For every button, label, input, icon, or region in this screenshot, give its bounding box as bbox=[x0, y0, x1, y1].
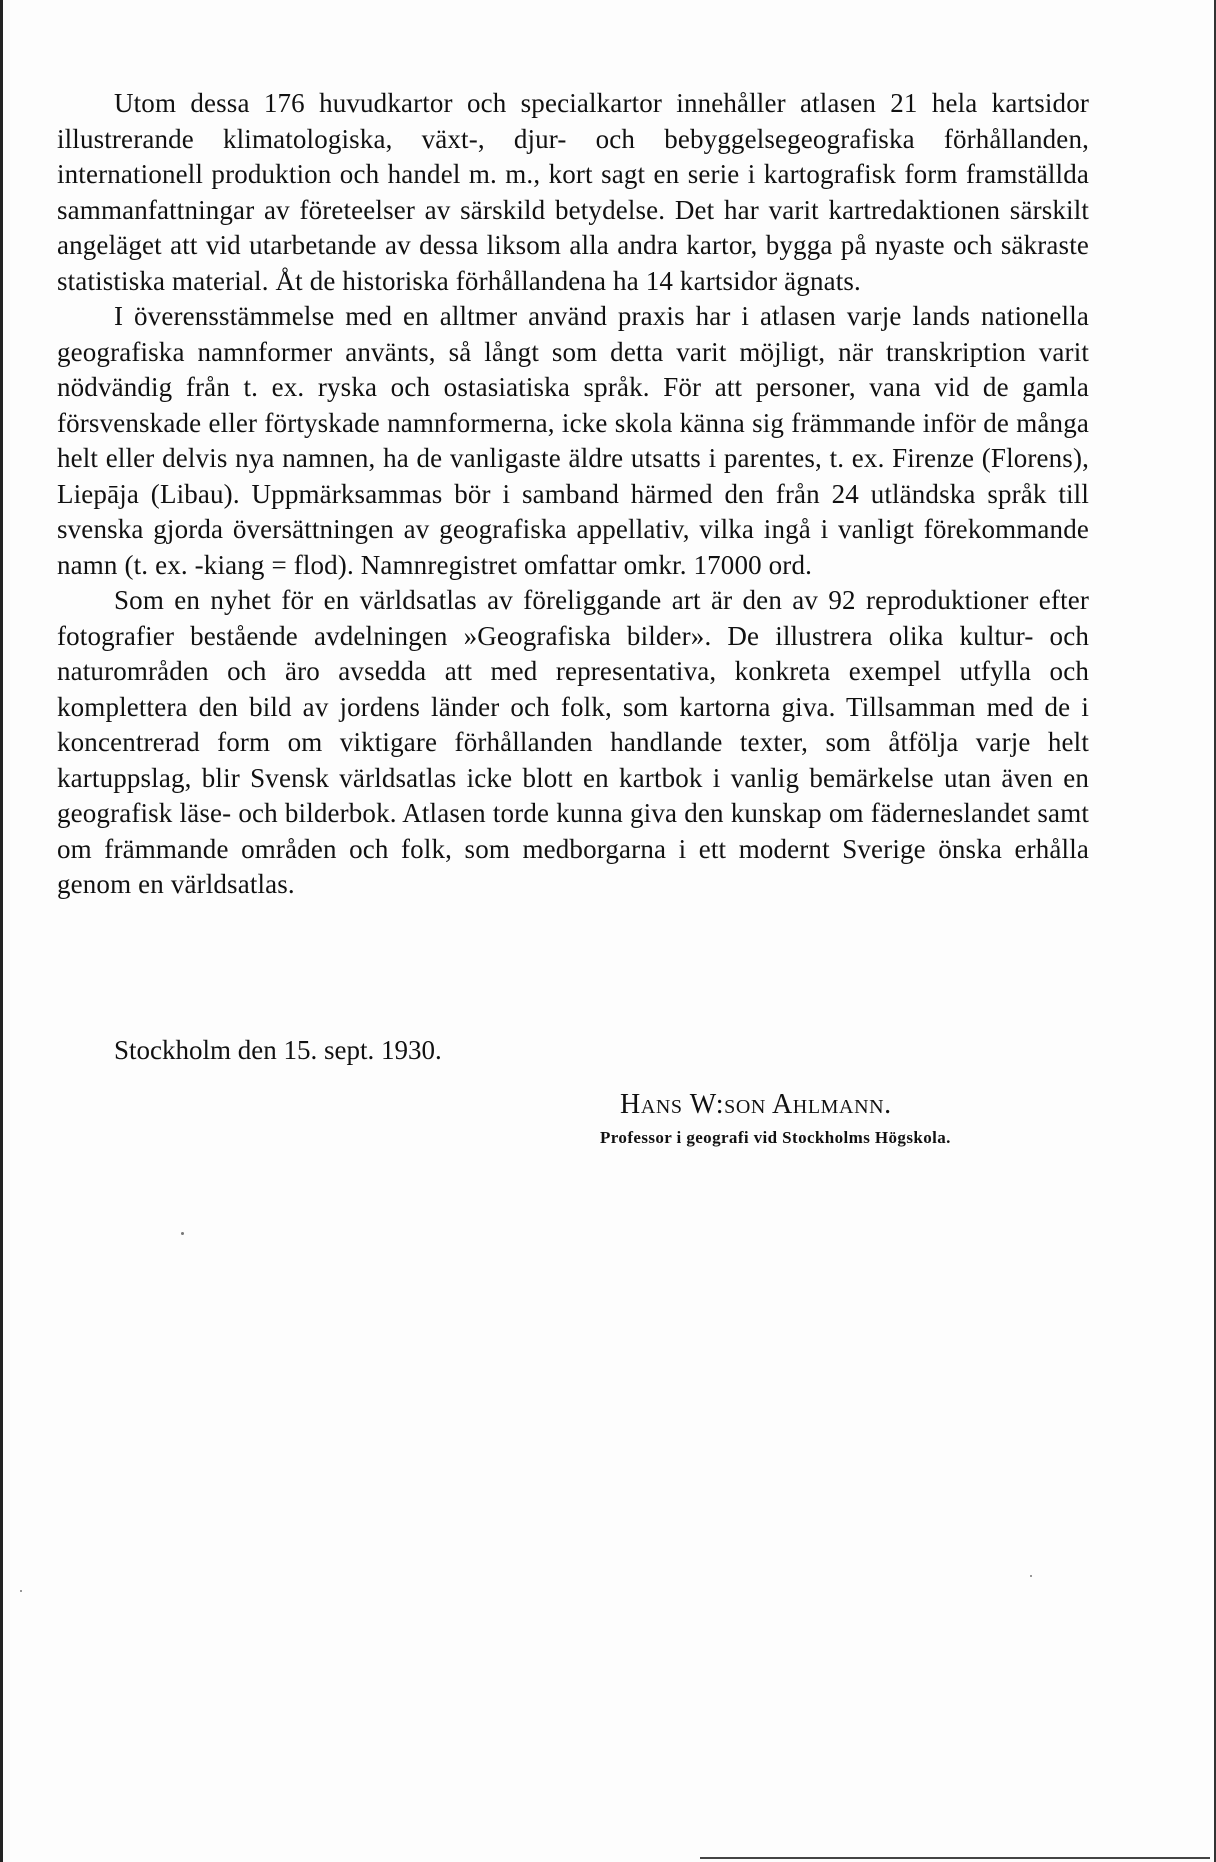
signature-name: Hans W:son Ahlmann. bbox=[620, 1089, 892, 1120]
paragraph-3: Som en nyhet för en världsatlas av föreliggande art är den av 92 reproduktioner efter fotografier bestående avdelningen »Geografiska bilder». De illustrera olika kultur- och naturområden och äro avsedda att med representativa, konkreta exempel utfylla och komplettera den bild av jordens länder och folk, som kartorna giva. Tillsamman med de i koncentrerad form om viktigare förhållanden handlande texter, som åtfölja varje helt kartuppslag, blir Svensk världsatlas icke blott en kartbok i vanlig bemärkelse utan även en geografisk läse- och bilderbok. Atlasen torde kunna giva den kunskap om fäderneslandet samt om främmande områden och folk, som medborgarna i ett modernt Sverige önska erhålla genom en världsatlas. bbox=[57, 585, 1089, 899]
scan-speck bbox=[181, 1232, 184, 1235]
paragraph-2: I överensstämmelse med en alltmer använd praxis har i atlasen varje lands nationella geografiska namnformer använts, så långt som detta varit möjligt, när transkription varit nödvändig från t. ex. ryska och ostasiatiska språk. För att personer, vana vid de gamla försvenskade eller förtyskade namnformerna, icke skola känna sig främmande inför de många helt eller delvis nya namnen, ha de vanligaste äldre utsatts i parentes, t. ex. Firenze (Florens), Liepāja (Libau). Uppmärksammas bör i samband härmed den från 24 utländska språk till svenska gjorda översättningen av geografiska appellativ, vilka ingå i vanligt förekommande namn (t. ex. -kiang = flod). Namnregistret omfattar omkr. 17000 ord. bbox=[57, 301, 1089, 580]
bottom-rule bbox=[700, 1857, 1210, 1859]
paragraph-1: Utom dessa 176 huvudkartor och specialkartor innehåller atlasen 21 hela kartsidor illustrerande klimatologiska, växt-, djur- och bebyggelsegeografiska förhållanden, internationell produktion och handel m. m., kort sagt en serie i kartografisk form framställda sammanfattningar av företeelser av särskild betydelse. Det har varit kartredaktionen särskilt angeläget att vid utarbetande av dessa liksom alla andra kartor, bygga på nyaste och säkraste statistiska material. Åt de historiska förhållandena ha 14 kartsidor ägnats. bbox=[57, 88, 1089, 296]
place-and-date: Stockholm den 15. sept. 1930. bbox=[114, 1035, 442, 1065]
page-left-border bbox=[0, 0, 3, 1862]
body-text bbox=[57, 86, 1089, 903]
scan-speck bbox=[20, 1590, 22, 1592]
scan-speck bbox=[1030, 1575, 1032, 1577]
signature-title: Professor i geografi vid Stockholms Högskola. bbox=[600, 1128, 951, 1147]
